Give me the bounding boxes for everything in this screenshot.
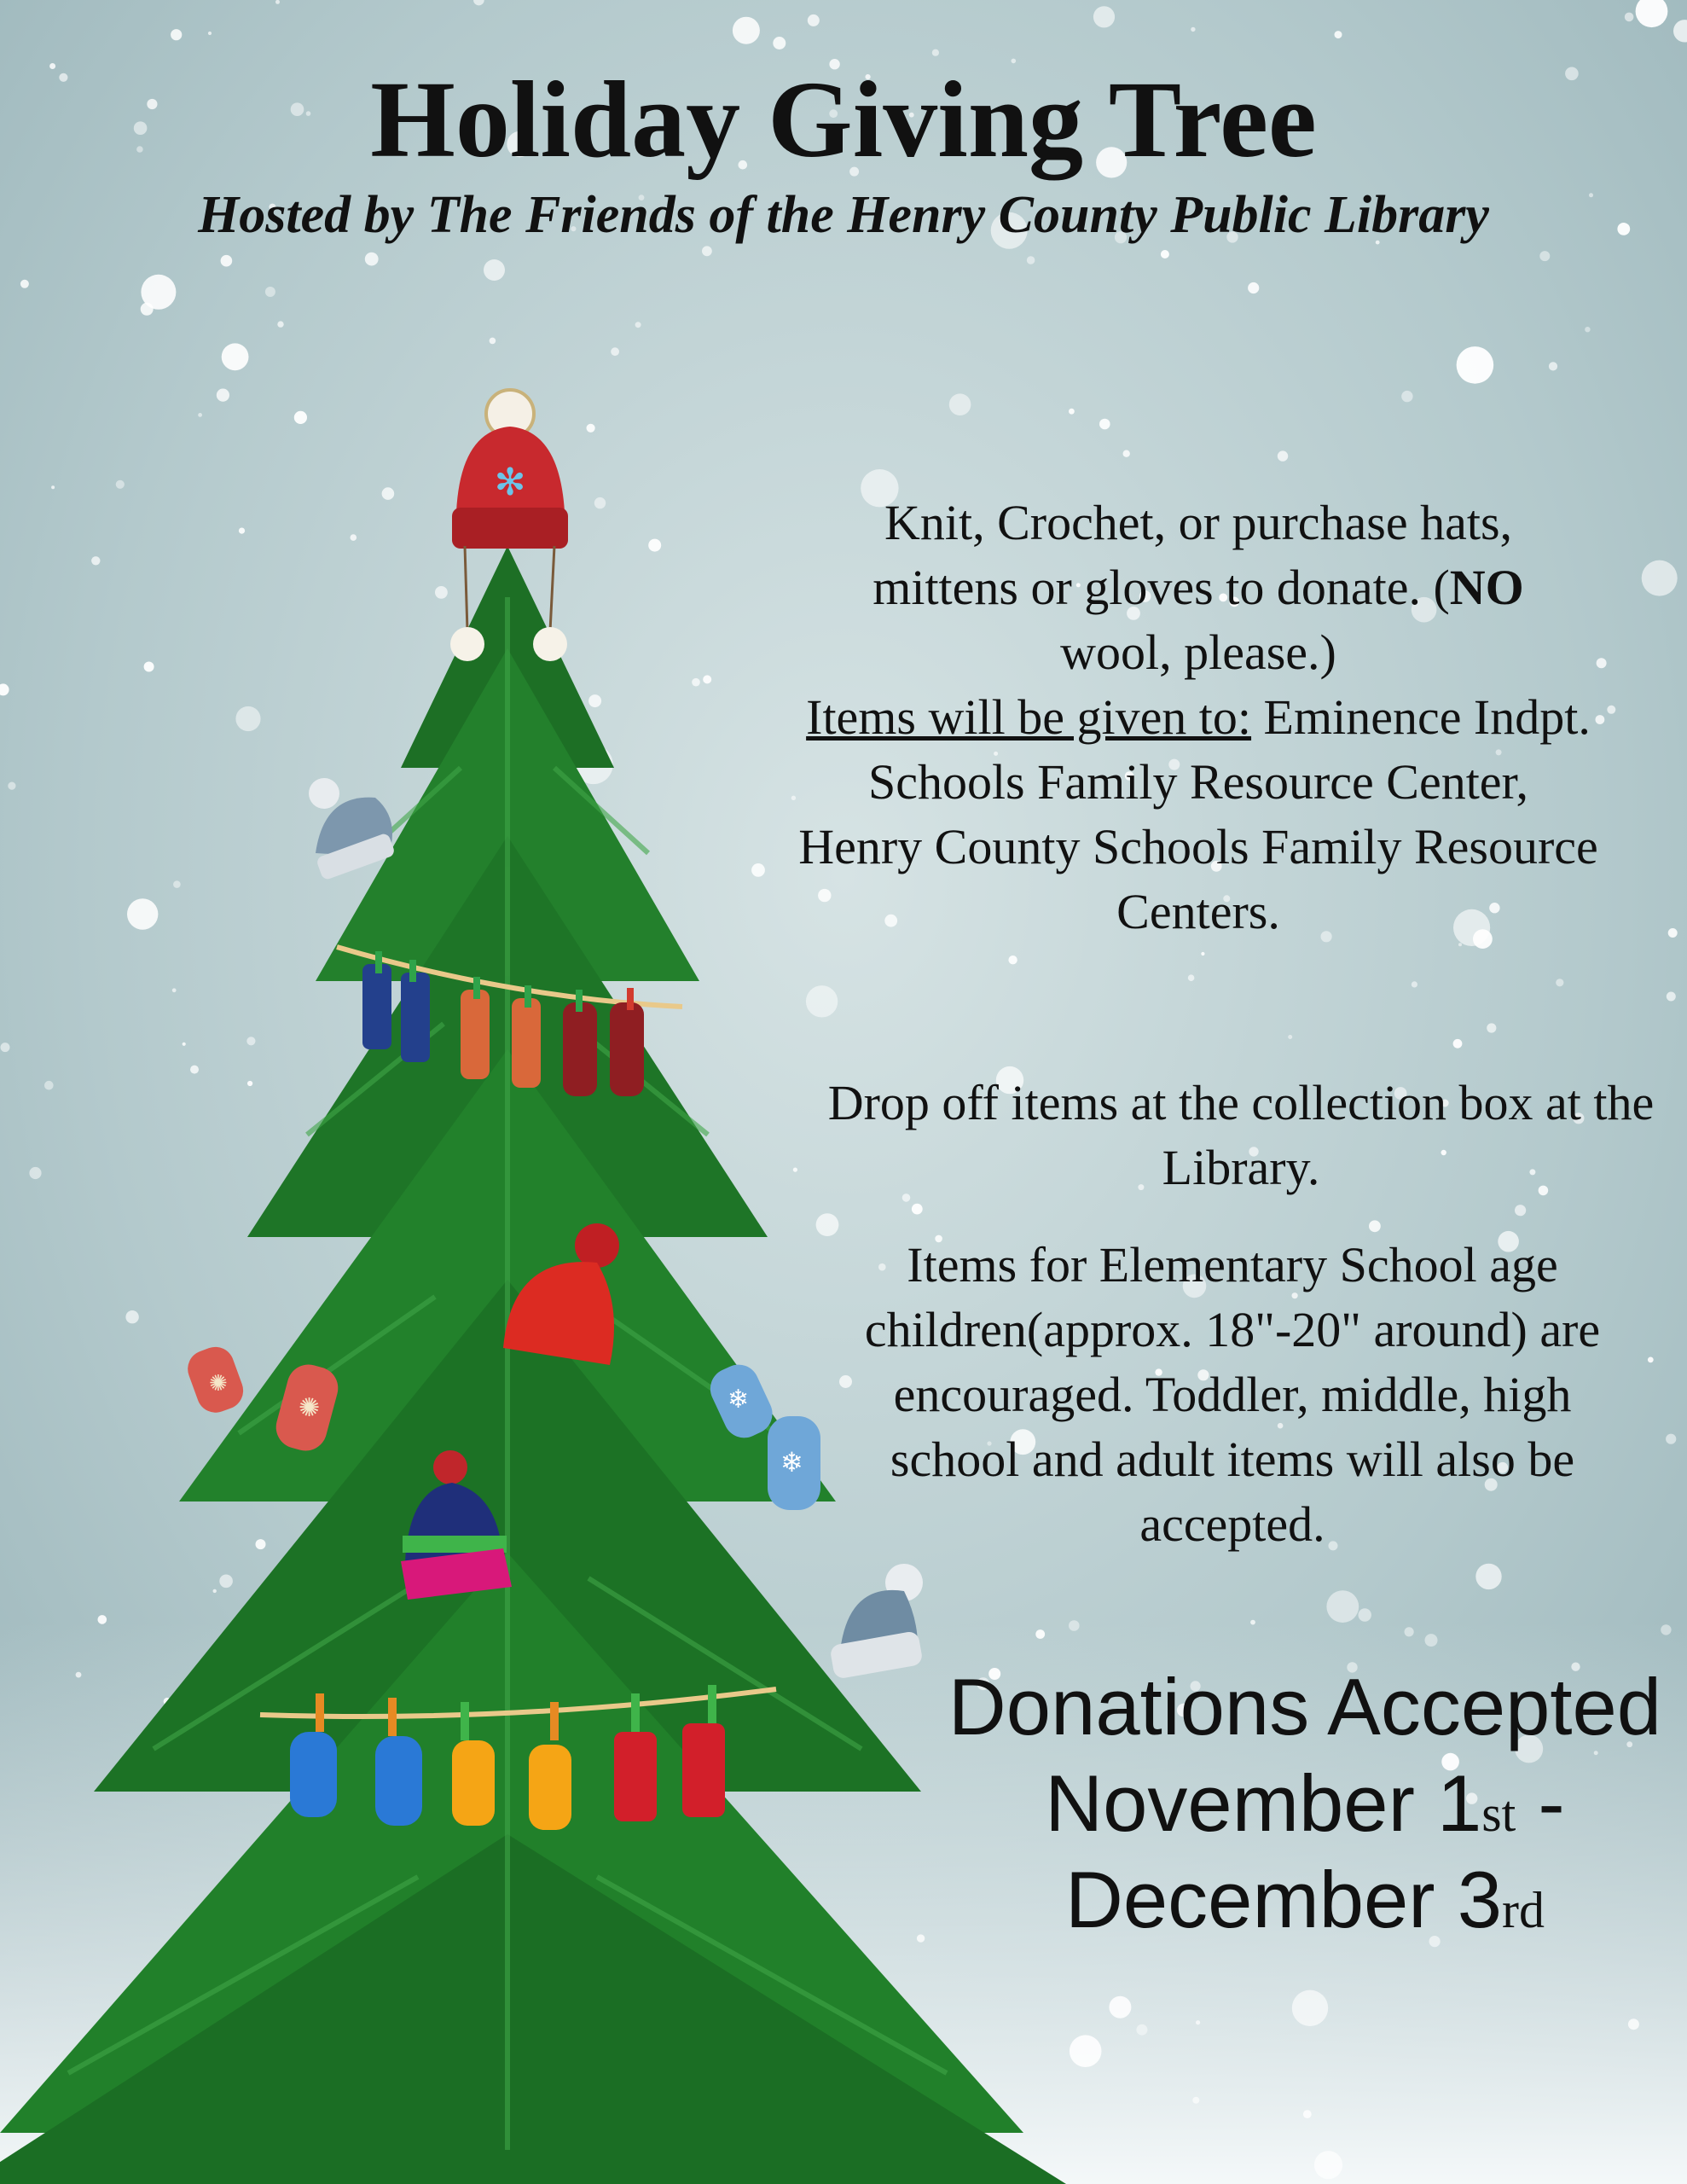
no-emphasis: NO xyxy=(1449,559,1524,615)
end-date: December 3 xyxy=(1065,1854,1502,1944)
info-line-1: Knit, Crochet, or purchase hats, xyxy=(884,495,1513,550)
page-title: Holiday Giving Tree xyxy=(370,59,1317,180)
date-dash: - xyxy=(1538,1757,1565,1848)
svg-text:✻: ✻ xyxy=(494,462,526,503)
start-date-suffix: st xyxy=(1481,1785,1516,1842)
given-to-label: Items will be given to: xyxy=(806,688,1252,745)
given-to-text-2: Henry County Schools Family Resource Centers. xyxy=(798,818,1598,939)
given-to-text: Eminence Indpt. Schools Family Resource Center, xyxy=(867,688,1591,810)
subtitle: Hosted by The Friends of the Henry County Public Library xyxy=(198,186,1489,244)
donation-dates xyxy=(930,1659,1680,1948)
donation-info xyxy=(789,491,1608,944)
svg-text:✺: ✺ xyxy=(299,1394,321,1422)
end-date-suffix: rd xyxy=(1502,1881,1545,1938)
svg-text:✺: ✺ xyxy=(209,1371,228,1396)
dates-heading: Donations Accepted xyxy=(948,1662,1662,1751)
start-date: November 1 xyxy=(1045,1757,1482,1848)
info-line-3: wool, please.) xyxy=(1060,624,1336,680)
info-line-2: mittens or gloves to donate. ( xyxy=(872,559,1450,615)
age-guidance-text: Items for Elementary School age children(approx. 18"-20" around) are encouraged. Toddler, middle, high school and adult items will also be accepted. xyxy=(864,1237,1601,1552)
dropoff-text: Drop off items at the collection box at the Library. xyxy=(827,1075,1655,1195)
svg-text:❄: ❄ xyxy=(728,1385,750,1414)
svg-text:❄: ❄ xyxy=(780,1447,803,1478)
